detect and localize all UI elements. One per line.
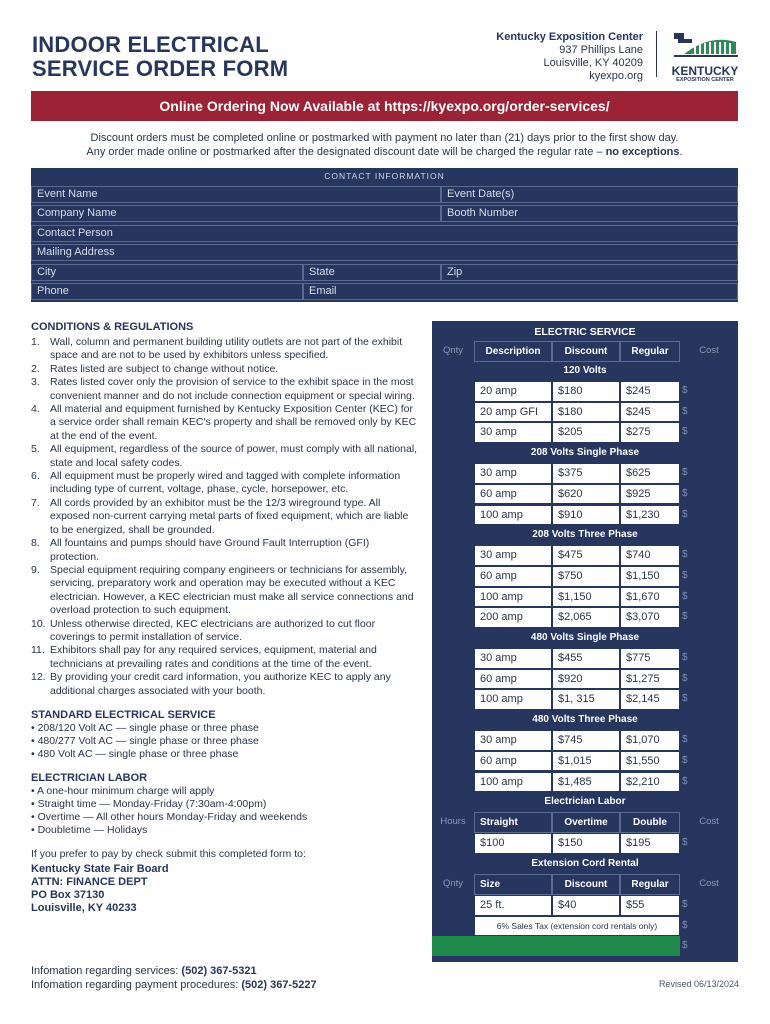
condition-number: 4. xyxy=(31,403,40,416)
header-divider xyxy=(656,31,657,77)
section-header: 208 Volts Single Phase xyxy=(530,447,640,459)
event-name-field[interactable]: Event Name xyxy=(31,186,441,203)
check-line-1: Kentucky State Fair Board xyxy=(31,862,169,875)
cost-input[interactable]: $ xyxy=(682,590,688,602)
check-line-4: Louisville, KY 40233 xyxy=(31,901,137,914)
revised-date: Revised 06/13/2024 xyxy=(658,979,739,989)
regular-price: $775 xyxy=(620,648,680,669)
cord-qty-header: Qnty xyxy=(442,878,464,890)
discount-price: $180 xyxy=(552,381,620,402)
regular-price: $245 xyxy=(620,402,680,423)
discount-price: $1,485 xyxy=(552,772,620,793)
amp-description: 20 amp xyxy=(474,381,552,402)
state-field[interactable]: State xyxy=(303,264,441,281)
condition-number: 3. xyxy=(31,376,40,389)
qty-input[interactable] xyxy=(432,648,474,668)
notice-period: . xyxy=(679,146,683,158)
condition-number: 11. xyxy=(31,644,45,657)
qty-input[interactable] xyxy=(432,669,474,689)
check-payment-block xyxy=(31,848,419,915)
amp-description: 100 amp xyxy=(474,505,552,526)
discount-price: $910 xyxy=(552,505,620,526)
discount-price: $1, 315 xyxy=(552,689,620,710)
regular-price: $925 xyxy=(620,484,680,505)
condition-number: 2. xyxy=(31,362,40,375)
qty-input[interactable] xyxy=(432,545,474,565)
condition-item xyxy=(31,470,419,497)
amp-description: 60 amp xyxy=(474,751,552,772)
cord-qty-input[interactable] xyxy=(432,895,474,915)
cost-input[interactable]: $ xyxy=(682,775,688,787)
discount-price: $2,065 xyxy=(552,607,620,628)
qty-input[interactable] xyxy=(432,505,474,525)
cord-discount-price: $40 xyxy=(552,895,620,916)
amp-description: 100 amp xyxy=(474,689,552,710)
overtime-header: Overtime xyxy=(552,812,620,833)
cord-discount-header: Discount xyxy=(552,874,620,895)
conditions-column xyxy=(31,321,419,915)
hours-input[interactable] xyxy=(432,833,474,853)
logo-line-2: EXPOSITION CENTER xyxy=(676,77,734,83)
regular-price: $2,210 xyxy=(620,772,680,793)
condition-number: 7. xyxy=(31,496,40,509)
regular-price: $3,070 xyxy=(620,607,680,628)
bullet-item: • 480/277 Volt AC — single phase or three phase xyxy=(31,734,259,747)
org-city: Louisville, KY 40209 xyxy=(543,57,643,69)
amp-description: 100 amp xyxy=(474,772,552,793)
qty-input[interactable] xyxy=(432,587,474,607)
regular-price: $1,670 xyxy=(620,587,680,608)
discount-price: $455 xyxy=(552,648,620,669)
regular-price: $740 xyxy=(620,545,680,566)
condition-number: 10. xyxy=(31,617,46,630)
double-rate: $195 xyxy=(620,833,680,854)
org-web: kyexpo.org xyxy=(589,70,643,82)
cost-input[interactable]: $ xyxy=(682,672,688,684)
condition-text: All equipment, regardless of the source of power, must comply with all national, state and local safety codes. xyxy=(50,443,418,469)
online-ordering-banner[interactable]: Online Ordering Now Available at https://kyexpo.org/order-services/ xyxy=(31,91,738,121)
qty-input[interactable] xyxy=(432,484,474,504)
standard-service-heading: STANDARD ELECTRICAL SERVICE xyxy=(31,708,216,721)
condition-item xyxy=(31,443,419,470)
condition-number: 6. xyxy=(31,470,40,483)
check-intro: If you prefer to pay by check submit this completed form to: xyxy=(31,847,306,860)
bullet-item: • Straight time — Monday-Friday (7:30am-4:00pm) xyxy=(31,797,267,810)
qty-input[interactable] xyxy=(432,566,474,586)
cost-input[interactable]: $ xyxy=(682,549,688,561)
condition-number: 5. xyxy=(31,443,40,456)
condition-item xyxy=(31,537,419,564)
event-dates-field[interactable]: Event Date(s) xyxy=(441,186,738,203)
qty-input[interactable] xyxy=(432,422,474,442)
condition-item xyxy=(31,376,419,403)
condition-item xyxy=(31,497,419,537)
discount-price: $375 xyxy=(552,463,620,484)
notice-line-1: Discount orders must be completed online or postmarked with payment no later than (21) days prior to the first show day. xyxy=(90,132,679,144)
cost-header: Cost xyxy=(699,345,719,356)
discount-price: $205 xyxy=(552,422,620,443)
condition-number: 9. xyxy=(31,563,40,576)
condition-number: 12. xyxy=(31,671,46,684)
services-phone[interactable]: (502) 367-5321 xyxy=(181,965,257,977)
condition-text: Rates listed cover only the provision of service to the exhibit space in the most convenient manner and do not include connection equipment or special wiring. xyxy=(50,376,415,402)
regular-price: $245 xyxy=(620,381,680,402)
booth-number-field[interactable]: Booth Number xyxy=(441,205,738,222)
zip-field[interactable]: Zip xyxy=(441,264,738,281)
cost-input[interactable]: $ xyxy=(682,385,688,396)
cost-input[interactable]: $ xyxy=(682,652,688,663)
amp-description: 60 amp xyxy=(474,484,552,505)
amp-description: 30 amp xyxy=(474,648,552,669)
condition-item xyxy=(31,403,419,443)
cord-size: 25 ft. xyxy=(474,895,552,916)
labor-section-header: Electrician Labor xyxy=(544,796,626,808)
size-header: Size xyxy=(474,874,552,895)
condition-item xyxy=(31,644,419,671)
condition-text: Wall, column and permanent building utility outlets are not part of the exhibit space and are not to be used by exhibitors unless specified. xyxy=(50,336,403,362)
logo-line-1: KENTUCKY xyxy=(671,64,739,78)
section-header: 480 Volts Single Phase xyxy=(530,632,640,643)
condition-item xyxy=(31,618,419,645)
overtime-rate: $150 xyxy=(552,833,620,854)
building-icon xyxy=(670,30,740,60)
discount-price: $745 xyxy=(552,730,620,751)
email-field[interactable]: Email xyxy=(303,283,738,300)
condition-item xyxy=(31,671,419,698)
electric-service-title: ELECTRIC SERVICE xyxy=(534,326,636,338)
bullet-item: • A one-hour minimum charge will apply xyxy=(31,784,215,797)
bullet-item: • Overtime — All other hours Monday-Friday and weekends xyxy=(31,810,308,823)
regular-price: $1,150 xyxy=(620,566,680,587)
qty-input[interactable] xyxy=(432,607,474,627)
section-header: 120 Volts xyxy=(563,365,607,376)
discount-price: $475 xyxy=(552,545,620,566)
cost-input[interactable]: $ xyxy=(682,508,688,520)
electric-service-table xyxy=(432,321,738,962)
cost-input[interactable]: $ xyxy=(682,426,688,438)
qty-input[interactable] xyxy=(432,689,474,709)
conditions-heading: CONDITIONS & REGULATIONS xyxy=(31,321,194,333)
sales-tax-label: 6% Sales Tax (extension cord rentals only) xyxy=(474,916,680,936)
discount-price: $620 xyxy=(552,484,620,505)
amp-description: 30 amp xyxy=(474,463,552,484)
regular-header: Regular xyxy=(620,341,680,362)
org-street: 937 Phillips Lane xyxy=(559,44,643,56)
discount-price: $1,150 xyxy=(552,587,620,608)
amp-description: 30 amp xyxy=(474,422,552,443)
check-line-3: PO Box 37130 xyxy=(31,888,105,901)
amp-description: 30 amp xyxy=(474,545,552,566)
condition-text: All material and equipment furnished by Kentucky Exposition Center (KEC) for a service order shall remain KEC's property and shall be removed only by KEC at the end of the event. xyxy=(50,403,417,442)
cord-regular-price: $55 xyxy=(620,895,680,916)
bullet-item: • 480 Volt AC — single phase or three phase xyxy=(31,747,239,760)
condition-number: 1. xyxy=(31,336,40,348)
straight-rate: $100 xyxy=(474,833,552,854)
cord-cost-header: Cost xyxy=(699,878,719,890)
total-row-bar xyxy=(432,936,680,956)
cost-input[interactable]: $ xyxy=(682,405,688,417)
notice-line-2-text: Any order made online or postmarked after the designated discount date will be charged the regular rate – xyxy=(86,146,606,158)
condition-number: 8. xyxy=(31,537,40,550)
notice-line-2 xyxy=(31,145,738,159)
condition-text: Exhibitors shall pay for any required services, equipment, material and technicians at prevailing rates and conditions at the time of the event. xyxy=(50,644,377,670)
discount-header: Discount xyxy=(552,341,620,362)
cost-input[interactable]: $ xyxy=(682,734,688,746)
contact-information-section xyxy=(31,168,738,302)
services-info xyxy=(31,964,317,978)
contact-header: CONTACT INFORMATION xyxy=(324,171,445,181)
phone-field[interactable]: Phone xyxy=(31,283,303,300)
description-header: Description xyxy=(474,341,552,362)
cost-input[interactable]: $ xyxy=(682,754,688,766)
qty-input[interactable] xyxy=(432,772,474,792)
cord-cost-input[interactable]: $ xyxy=(682,899,688,911)
condition-item xyxy=(31,336,419,363)
regular-price: $1,230 xyxy=(620,505,680,526)
payment-label: Infomation regarding payment procedures: xyxy=(31,979,242,991)
tax-cost-input[interactable]: $ xyxy=(682,920,688,932)
payment-info xyxy=(31,978,317,992)
qty-input[interactable] xyxy=(432,463,474,483)
city-field[interactable]: City xyxy=(31,264,303,281)
cost-input[interactable]: $ xyxy=(682,487,688,499)
condition-item xyxy=(31,363,419,376)
section-header: 208 Volts Three Phase xyxy=(532,529,638,541)
amp-description: 60 amp xyxy=(474,566,552,587)
qty-header: Qnty xyxy=(442,345,464,356)
qty-input[interactable] xyxy=(432,730,474,750)
total-cost-input[interactable]: $ xyxy=(682,940,688,952)
regular-price: $625 xyxy=(620,463,680,484)
org-name: Kentucky Exposition Center xyxy=(496,31,643,43)
standard-service-list xyxy=(31,722,419,761)
straight-header: Straight xyxy=(474,812,552,833)
electrician-labor-list xyxy=(31,785,419,837)
amp-description: 200 amp xyxy=(474,607,552,628)
bullet-item: • Doubletime — Holidays xyxy=(31,823,148,836)
discount-price: $180 xyxy=(552,402,620,423)
cord-regular-header: Regular xyxy=(620,874,680,895)
regular-price: $1,275 xyxy=(620,669,680,690)
regular-price: $2,145 xyxy=(620,689,680,710)
amp-description: 20 amp GFI xyxy=(474,402,552,423)
regular-price: $1,070 xyxy=(620,730,680,751)
cost-input[interactable]: $ xyxy=(682,611,688,623)
title-line-1: INDOOR ELECTRICAL xyxy=(32,32,269,57)
condition-text: All equipment must be properly wired and tagged with complete information including type of current, voltage, phase, cycle, horsepower, etc. xyxy=(50,470,401,496)
title-line-2: SERVICE ORDER FORM xyxy=(32,56,289,81)
condition-item xyxy=(31,564,419,618)
discount-notice xyxy=(31,131,738,159)
company-name-field[interactable]: Company Name xyxy=(31,205,441,222)
discount-price: $1,015 xyxy=(552,751,620,772)
section-header: 480 Volts Three Phase xyxy=(532,714,638,726)
double-header: Double xyxy=(620,812,680,833)
page-title xyxy=(32,33,288,81)
amp-description: 30 amp xyxy=(474,730,552,751)
cord-section-header: Extension Cord Rental xyxy=(531,858,639,870)
qty-input[interactable] xyxy=(432,381,474,401)
kec-logo xyxy=(670,30,740,83)
contact-phones xyxy=(31,964,317,992)
regular-price: $1,550 xyxy=(620,751,680,772)
cost-input[interactable]: $ xyxy=(682,693,688,705)
services-label: Infomation regarding services: xyxy=(31,965,182,977)
condition-text: All fountains and pumps should have Ground Fault Interruption (GFI) protection. xyxy=(50,537,370,563)
contact-person-field[interactable]: Contact Person xyxy=(31,225,738,242)
condition-text: Special equipment requiring company engineers or technicians for assembly, servicing, preparatory work and operation may be executed without a KEC electrician. However, a KEC electrician must make all service connections and overload protection to such equipment. xyxy=(50,563,414,617)
check-line-2: ATTN: FINANCE DEPT xyxy=(31,875,148,888)
regular-price: $275 xyxy=(620,422,680,443)
electrician-labor-heading: ELECTRICIAN LABOR xyxy=(31,771,148,784)
amp-description: 60 amp xyxy=(474,669,552,690)
no-exceptions-text: no exceptions xyxy=(605,146,680,158)
cost-input[interactable]: $ xyxy=(682,569,688,581)
cost-input[interactable]: $ xyxy=(682,467,688,479)
condition-text: By providing your credit card information, you authorize KEC to apply any additional charges associated with your booth. xyxy=(50,671,391,697)
condition-text: Rates listed are subject to change without notice. xyxy=(50,362,279,375)
discount-price: $920 xyxy=(552,669,620,690)
hours-header: Hours xyxy=(440,816,466,828)
labor-cost-header: Cost xyxy=(699,816,719,828)
qty-input[interactable] xyxy=(432,402,474,422)
mailing-address-field[interactable]: Mailing Address xyxy=(31,244,738,261)
labor-cost-input[interactable]: $ xyxy=(682,837,688,849)
qty-input[interactable] xyxy=(432,751,474,771)
conditions-list xyxy=(31,336,419,698)
condition-text: All cords provided by an exhibitor must be the 12/3 wireground type. All exposed non-current carrying metal parts of fixed equipment, which are liable to be energized, shall be grounded. xyxy=(50,496,409,536)
org-address xyxy=(496,31,643,83)
bullet-item: • 208/120 Volt AC — single phase or three phase xyxy=(31,721,259,734)
condition-text: Unless otherwise directed, KEC electricians are authorized to cut floor coverings to permit installation of service. xyxy=(50,617,376,643)
discount-price: $750 xyxy=(552,566,620,587)
amp-description: 100 amp xyxy=(474,587,552,608)
payment-phone[interactable]: (502) 367-5227 xyxy=(241,979,317,991)
